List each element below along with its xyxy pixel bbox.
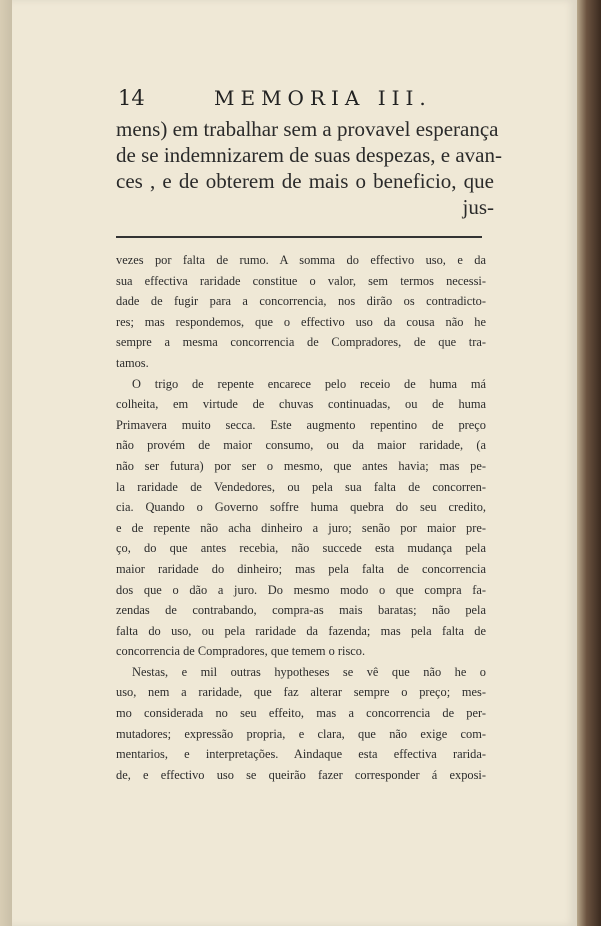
footnote-line: mentarios, e interpretações. Aindaque esta effectiva rarida- — [116, 747, 486, 762]
footnote-line: sempre a mesma concorrencia de Compradores, de que tra- — [116, 335, 486, 350]
footnote-line: dos que o dão a juro. Do mesmo modo o que compra fa- — [116, 582, 486, 597]
footnote-line: zendas de contrabando, compra-as mais baratas; não pela — [116, 603, 486, 618]
footnote-line: colheita, em virtude de chuvas continuadas, ou de huma — [116, 397, 486, 412]
book-cover-edge — [577, 0, 601, 926]
page-header — [118, 86, 498, 118]
footnote-line: la raridade de Vendedores, ou pela sua falta de concorren- — [116, 479, 486, 494]
footnote-line: não ser futura) por ser o mesmo, que antes havia; mas pe- — [116, 458, 486, 473]
footnote-line: uso, nem a raridade, que faz alterar sempre o preço; mes- — [116, 685, 486, 700]
footnote-block — [116, 250, 486, 785]
footnote-rule — [116, 236, 482, 238]
footnote-line: maior raridade do dinheiro; mas pela falta de concorrencia — [116, 561, 486, 576]
main-text-line: de se indemnizarem de suas despezas, e avan- — [116, 143, 502, 167]
running-title: MEMORIA III. — [214, 86, 432, 110]
footnote-line: Nestas, e mil outras hypotheses se vê que não he o — [132, 664, 486, 679]
footnote-line: res; mas respondemos, que o effectivo uso da cousa não he — [116, 314, 486, 329]
footnote-line: de, e effectivo uso se queirão fazer corresponder á exposi- — [116, 767, 486, 782]
footnote-line: dade de fugir para a concorrencia, nos dirão os contradicto- — [116, 294, 486, 309]
footnote-line: concorrencia de Compradores, que temem o risco. — [116, 644, 366, 659]
footnote-line: mutadores; expressão propria, e clara, que não exige com- — [116, 726, 486, 741]
main-text-line: mens) em trabalhar sem a provavel esperança — [116, 117, 499, 141]
footnote-line: não provém de maior consumo, ou da maior raridade, (a — [116, 438, 486, 453]
footnote-line: sua effectiva raridade constitue o valor, sem termos necessi- — [116, 273, 486, 288]
catchword: jus- — [462, 195, 494, 219]
footnote-line: falta do uso, ou pela raridade da fazenda; mas pela falta de — [116, 623, 486, 638]
main-text-line: ces , e de obterem de mais o beneficio, que — [116, 169, 494, 193]
page-number: 14 — [118, 86, 145, 110]
footnote-line: mo considerada no seu effeito, mas a concorrencia de per- — [116, 706, 486, 721]
footnote-line: cia. Quando o Governo soffre huma quebra do seu credito, — [116, 500, 486, 515]
footnote-line: tamos. — [116, 355, 149, 370]
main-text-block — [116, 116, 502, 220]
book-gutter — [0, 0, 12, 926]
footnote-line: vezes por falta de rumo. A somma do effectivo uso, e da — [116, 253, 486, 267]
footnote-line: e de repente não acha dinheiro a juro; senão por maior pre- — [116, 520, 486, 535]
footnote-line: Primavera muito secca. Este augmento repentino de preço — [116, 417, 486, 432]
footnote-line: ço, do que antes recebia, não succede esta mudança pela — [116, 541, 486, 556]
footnote-line: O trigo de repente encarece pelo receio de huma má — [132, 376, 486, 391]
